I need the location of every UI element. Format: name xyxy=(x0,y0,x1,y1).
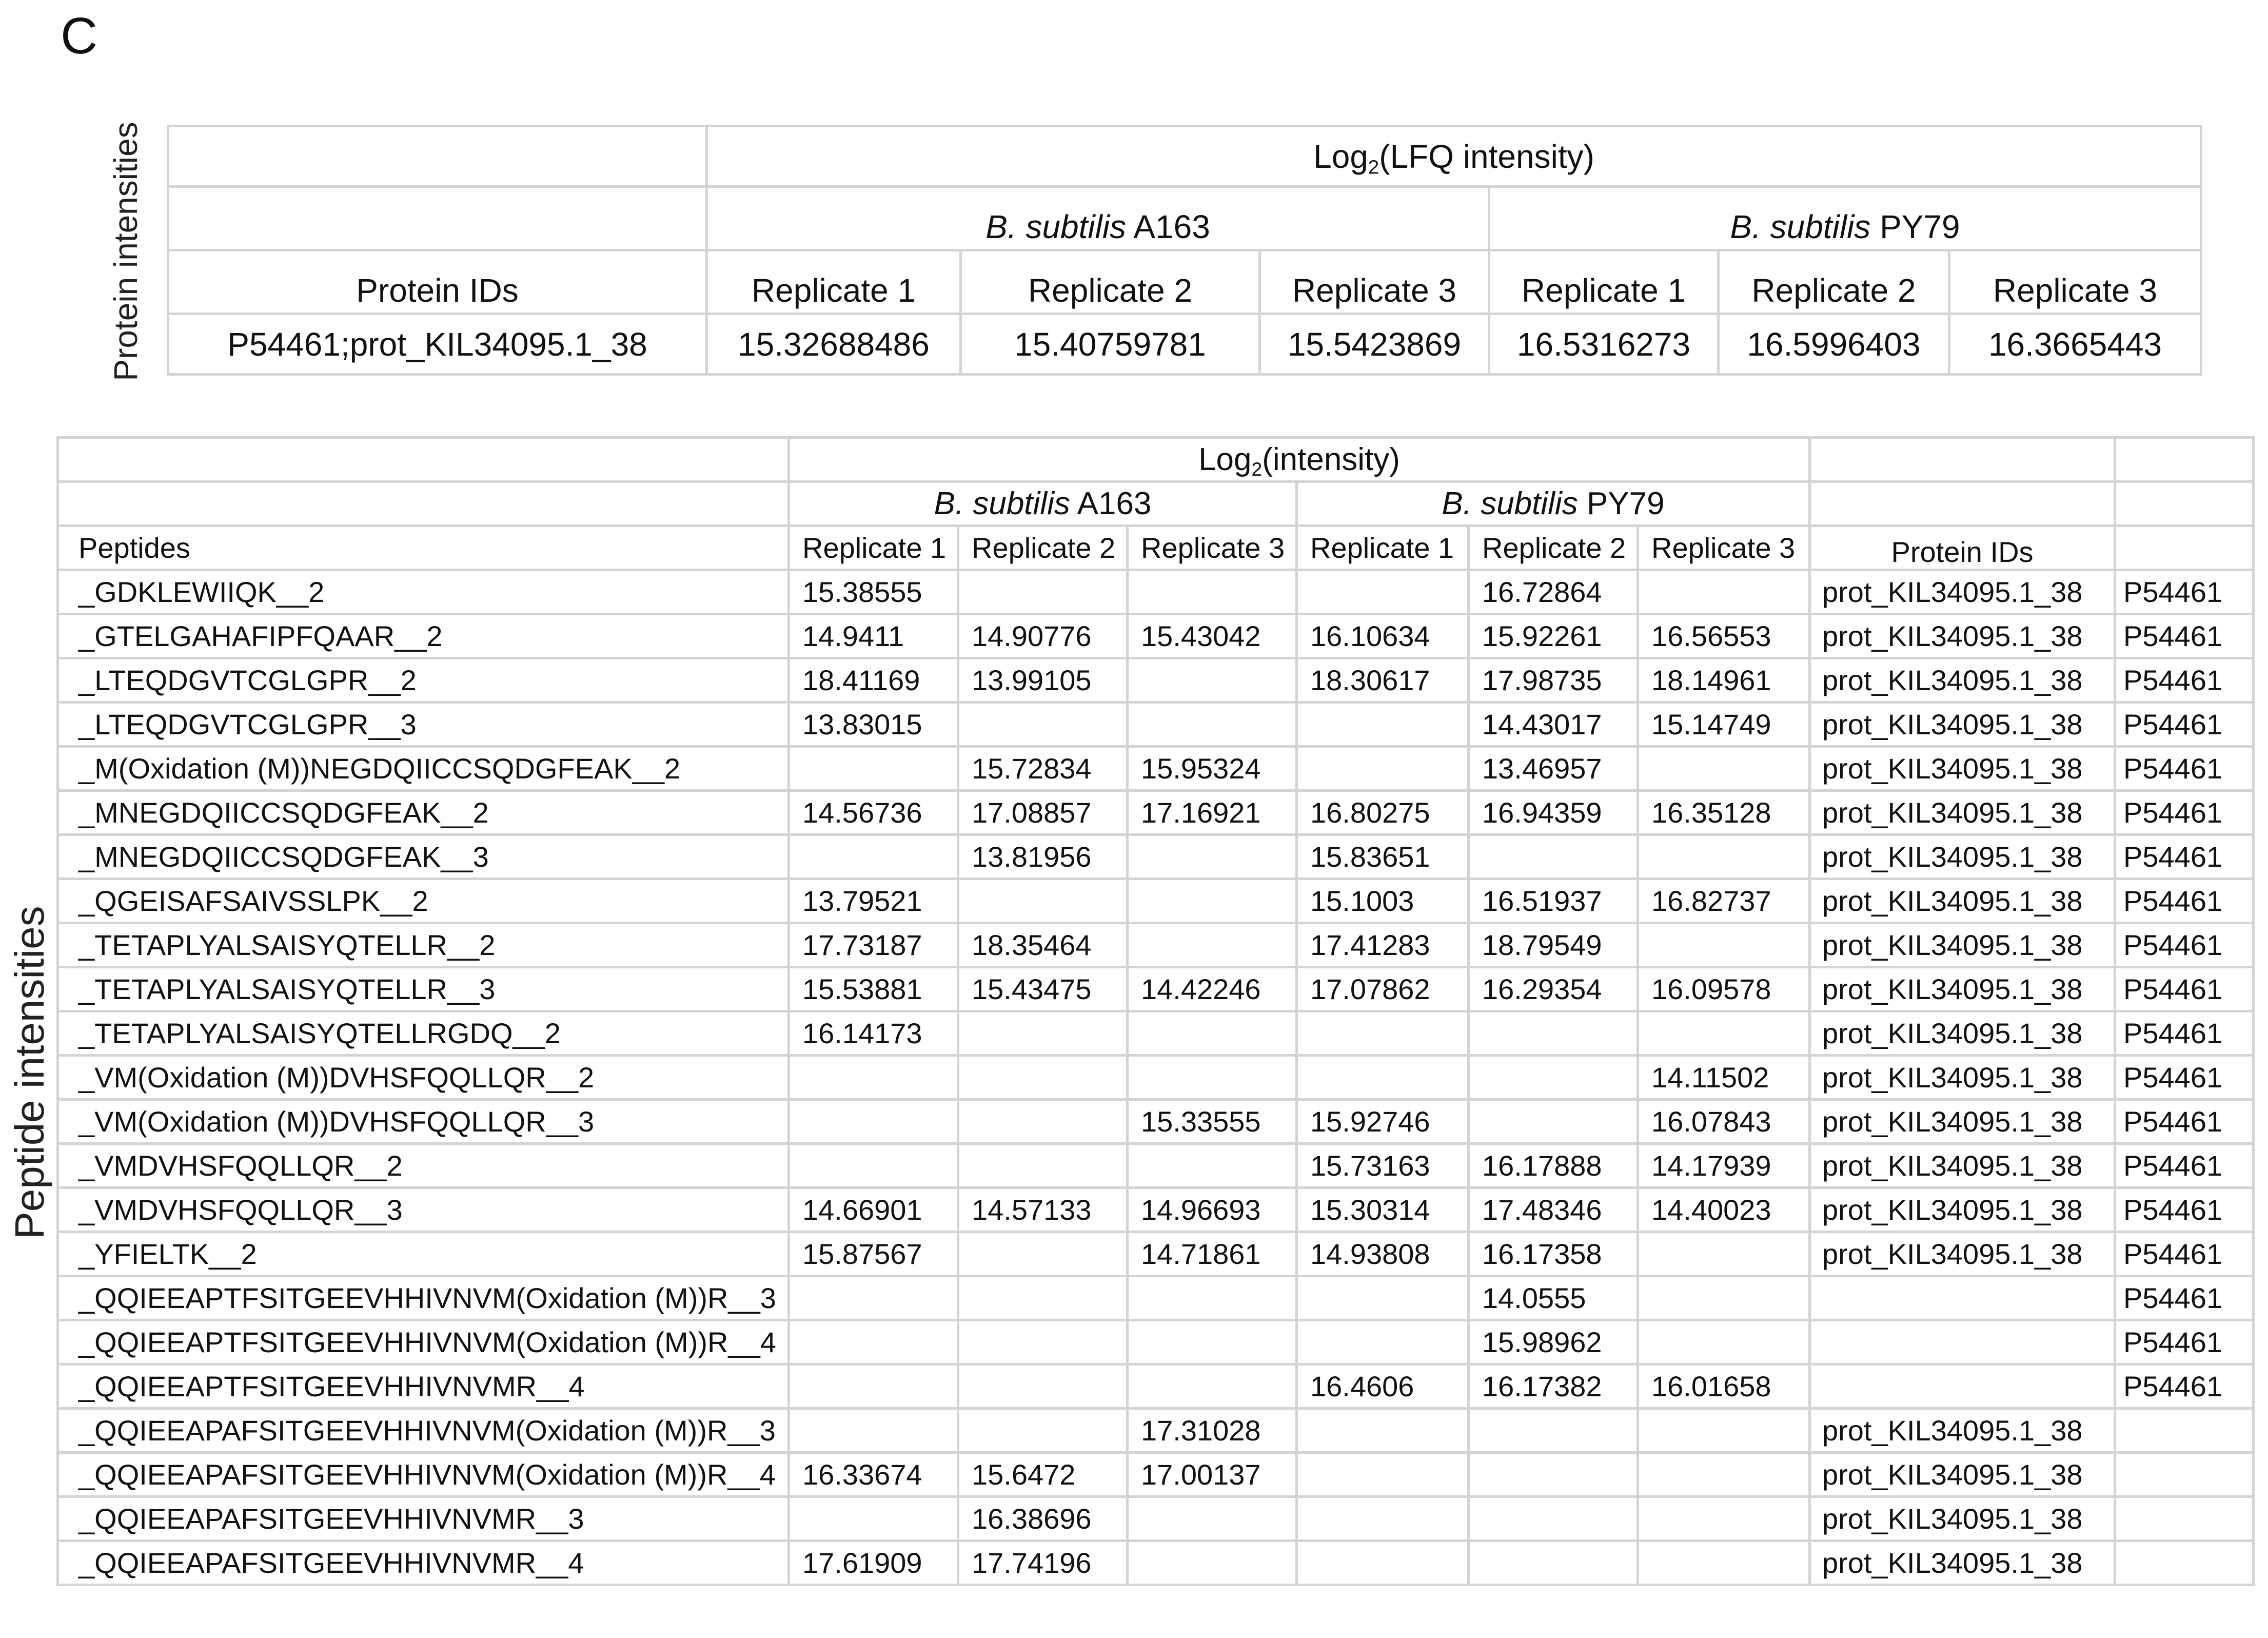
intensity-value xyxy=(958,1409,1128,1453)
replicate-header: Replicate 3 xyxy=(1638,526,1810,570)
intensity-value: 14.11502 xyxy=(1638,1056,1810,1100)
intensity-value: 17.98735 xyxy=(1469,658,1638,703)
intensity-value: 14.40023 xyxy=(1638,1188,1810,1232)
peptide-sequence: _QQIEEAPAFSITGEEVHHIVNVMR__3 xyxy=(58,1497,789,1541)
peptide-table-title: Log$_2$(intensity) xyxy=(789,438,1810,482)
protein-id-cell xyxy=(1810,1320,2115,1364)
protein-strain-row xyxy=(168,187,2201,250)
intensity-value xyxy=(1469,1497,1638,1541)
intensity-value: 16.01658 xyxy=(1638,1364,1810,1409)
intensity-value: 16.94359 xyxy=(1469,791,1638,835)
intensity-value: 15.83651 xyxy=(1297,835,1469,879)
accession-cell: P54461 xyxy=(2115,747,2254,791)
replicate-header: Replicate 1 xyxy=(707,250,961,314)
intensity-value xyxy=(958,1011,1128,1056)
intensity-value xyxy=(1638,1409,1810,1453)
intensity-value xyxy=(1297,570,1469,614)
intensity-value: 13.46957 xyxy=(1469,747,1638,791)
intensity-value: 14.93808 xyxy=(1297,1232,1469,1276)
accession-cell: P54461 xyxy=(2115,967,2254,1011)
intensity-value xyxy=(1128,1541,1297,1585)
protein-id-cell: prot_KIL34095.1_38 xyxy=(1810,835,2115,879)
intensity-value: 15.1003 xyxy=(1297,879,1469,923)
intensity-value xyxy=(1469,1056,1638,1100)
intensity-value xyxy=(958,879,1128,923)
replicate-header: Replicate 3 xyxy=(1128,526,1297,570)
peptide-sequence: _VMDVHSFQQLLQR__2 xyxy=(58,1144,789,1188)
intensity-value xyxy=(1297,1320,1469,1364)
peptide-row xyxy=(58,1144,2254,1188)
protein-id-cell: prot_KIL34095.1_38 xyxy=(1810,1497,2115,1541)
intensity-value xyxy=(1128,1364,1297,1409)
peptide-row xyxy=(58,1100,2254,1144)
accession-cell: P54461 xyxy=(2115,1364,2254,1409)
protein-id-cell: prot_KIL34095.1_38 xyxy=(1810,570,2115,614)
accession-cell: P54461 xyxy=(2115,1276,2254,1320)
protein-id-cell: P54461;prot_KIL34095.1_38 xyxy=(168,314,707,375)
intensity-value: 14.71861 xyxy=(1128,1232,1297,1276)
intensity-value xyxy=(1638,1541,1810,1585)
intensity-value xyxy=(1638,1011,1810,1056)
intensity-value: 14.96693 xyxy=(1128,1188,1297,1232)
peptide-section-label: Peptide intensities xyxy=(7,906,52,1239)
intensity-value xyxy=(1128,835,1297,879)
protein-id-cell: prot_KIL34095.1_38 xyxy=(1810,879,2115,923)
protein-id-cell: prot_KIL34095.1_38 xyxy=(1810,1409,2115,1453)
intensity-value xyxy=(1469,1541,1638,1585)
intensity-value: 18.41169 xyxy=(789,658,958,703)
intensity-value: 14.0555 xyxy=(1469,1276,1638,1320)
protein-id-cell: prot_KIL34095.1_38 xyxy=(1810,747,2115,791)
intensity-value: 15.98962 xyxy=(1469,1320,1638,1364)
protein-id-cell: prot_KIL34095.1_38 xyxy=(1810,923,2115,967)
intensity-value xyxy=(1128,1497,1297,1541)
peptide-row xyxy=(58,1056,2254,1100)
intensity-value: 13.79521 xyxy=(789,879,958,923)
intensity-value: 15.92746 xyxy=(1297,1100,1469,1144)
intensity-value xyxy=(1469,1453,1638,1497)
peptide-row xyxy=(58,1409,2254,1453)
intensity-value xyxy=(1297,1011,1469,1056)
intensity-value xyxy=(1469,835,1638,879)
protein-section-label: Protein intensities xyxy=(107,122,144,381)
intensity-value: 15.53881 xyxy=(789,967,958,1011)
protein-id-cell: prot_KIL34095.1_38 xyxy=(1810,703,2115,747)
lfq-value: 16.5996403 xyxy=(1719,314,1949,375)
protein-id-cell: prot_KIL34095.1_38 xyxy=(1810,1144,2115,1188)
intensity-value xyxy=(1469,1409,1638,1453)
intensity-value xyxy=(958,1232,1128,1276)
peptide-row xyxy=(58,879,2254,923)
accession-cell: P54461 xyxy=(2115,1320,2254,1364)
accession-cell: P54461 xyxy=(2115,1056,2254,1100)
intensity-value xyxy=(1297,1541,1469,1585)
intensity-value: 17.74196 xyxy=(958,1541,1128,1585)
protein-ids-header: Protein IDs xyxy=(168,250,707,314)
intensity-value: 15.72834 xyxy=(958,747,1128,791)
intensity-value xyxy=(958,1276,1128,1320)
accession-cell: P54461 xyxy=(2115,1144,2254,1188)
intensity-value xyxy=(1638,1276,1810,1320)
intensity-value xyxy=(789,1409,958,1453)
intensity-value xyxy=(1128,658,1297,703)
intensity-value xyxy=(1128,1276,1297,1320)
intensity-value: 17.00137 xyxy=(1128,1453,1297,1497)
peptide-sequence: _VMDVHSFQQLLQR__3 xyxy=(58,1188,789,1232)
intensity-value xyxy=(789,1144,958,1188)
protein-id-cell: prot_KIL34095.1_38 xyxy=(1810,1011,2115,1056)
intensity-value xyxy=(958,1056,1128,1100)
replicate-header: Replicate 1 xyxy=(1489,250,1719,314)
peptide-sequence: _LTEQDGVTCGLGPR__3 xyxy=(58,703,789,747)
intensity-value: 14.90776 xyxy=(958,614,1128,658)
intensity-value: 18.30617 xyxy=(1297,658,1469,703)
intensity-value xyxy=(1638,747,1810,791)
peptide-row xyxy=(58,703,2254,747)
intensity-value xyxy=(1128,879,1297,923)
protein-id-cell: prot_KIL34095.1_38 xyxy=(1810,791,2115,835)
protein-id-cell: prot_KIL34095.1_38 xyxy=(1810,1453,2115,1497)
intensity-value xyxy=(789,1100,958,1144)
protein-id-cell: prot_KIL34095.1_38 xyxy=(1810,1188,2115,1232)
peptide-row xyxy=(58,570,2254,614)
protein-intensity-table xyxy=(167,125,2202,376)
intensity-value xyxy=(958,1144,1128,1188)
intensity-value xyxy=(1638,1232,1810,1276)
peptide-row xyxy=(58,1497,2254,1541)
peptide-strain-row xyxy=(58,482,2254,526)
peptide-row xyxy=(58,1541,2254,1585)
intensity-value xyxy=(1297,747,1469,791)
intensity-value: 16.51937 xyxy=(1469,879,1638,923)
accession-cell xyxy=(2115,1541,2254,1585)
intensity-value: 16.17888 xyxy=(1469,1144,1638,1188)
peptide-sequence: _QGEISAFSAIVSSLPK__2 xyxy=(58,879,789,923)
intensity-value xyxy=(1128,1320,1297,1364)
peptide-sequence: _M(Oxidation (M))NEGDQIICCSQDGFEAK__2 xyxy=(58,747,789,791)
intensity-value xyxy=(1638,1320,1810,1364)
lfq-value: 16.5316273 xyxy=(1489,314,1719,375)
intensity-value: 15.14749 xyxy=(1638,703,1810,747)
intensity-value: 16.17358 xyxy=(1469,1232,1638,1276)
intensity-value xyxy=(958,1100,1128,1144)
intensity-value xyxy=(1128,703,1297,747)
accession-cell: P54461 xyxy=(2115,703,2254,747)
protein-id-cell: prot_KIL34095.1_38 xyxy=(1810,658,2115,703)
accession-cell xyxy=(2115,1453,2254,1497)
intensity-value xyxy=(1638,923,1810,967)
intensity-value: 13.83015 xyxy=(789,703,958,747)
replicate-header: Replicate 2 xyxy=(1719,250,1949,314)
intensity-value xyxy=(1297,1056,1469,1100)
accession-cell xyxy=(2115,1409,2254,1453)
intensity-value xyxy=(789,1056,958,1100)
peptide-sequence: _YFIELTK__2 xyxy=(58,1232,789,1276)
peptide-sequence: _QQIEEAPAFSITGEEVHHIVNVMR__4 xyxy=(58,1541,789,1585)
peptide-row xyxy=(58,614,2254,658)
intensity-value: 15.73163 xyxy=(1297,1144,1469,1188)
lfq-value: 16.3665443 xyxy=(1949,314,2201,375)
intensity-value xyxy=(789,1320,958,1364)
intensity-value: 16.29354 xyxy=(1469,967,1638,1011)
lfq-value: 15.5423869 xyxy=(1260,314,1489,375)
accession-cell: P54461 xyxy=(2115,1011,2254,1056)
intensity-value xyxy=(1469,1100,1638,1144)
intensity-value: 17.08857 xyxy=(958,791,1128,835)
intensity-value: 15.30314 xyxy=(1297,1188,1469,1232)
peptide-sequence: _QQIEEAPTFSITGEEVHHIVNVM(Oxidation (M))R__4 xyxy=(58,1320,789,1364)
peptide-sequence: _MNEGDQIICCSQDGFEAK__2 xyxy=(58,791,789,835)
intensity-value: 16.82737 xyxy=(1638,879,1810,923)
intensity-value: 14.57133 xyxy=(958,1188,1128,1232)
protein-id-cell xyxy=(1810,1364,2115,1409)
intensity-value: 14.17939 xyxy=(1638,1144,1810,1188)
accession-cell: P54461 xyxy=(2115,1100,2254,1144)
peptide-sequence: _TETAPLYALSAISYQTELLRGDQ__2 xyxy=(58,1011,789,1056)
intensity-value: 18.35464 xyxy=(958,923,1128,967)
peptide-row xyxy=(58,1453,2254,1497)
intensity-value xyxy=(1638,835,1810,879)
peptide-row xyxy=(58,967,2254,1011)
protein-corner-cell xyxy=(168,126,707,187)
peptide-strain-a163: B. subtilis A163 xyxy=(789,482,1297,526)
peptide-sequence: _QQIEEAPTFSITGEEVHHIVNVMR__4 xyxy=(58,1364,789,1409)
replicate-header: Replicate 2 xyxy=(1469,526,1638,570)
intensity-value xyxy=(1128,1011,1297,1056)
intensity-value: 15.95324 xyxy=(1128,747,1297,791)
accession-cell: P54461 xyxy=(2115,570,2254,614)
intensity-value: 13.81956 xyxy=(958,835,1128,879)
protein-id-cell: prot_KIL34095.1_38 xyxy=(1810,1541,2115,1585)
protein-id-cell: prot_KIL34095.1_38 xyxy=(1810,1232,2115,1276)
replicate-header: Replicate 1 xyxy=(1297,526,1469,570)
intensity-value: 16.09578 xyxy=(1638,967,1810,1011)
intensity-value xyxy=(1297,1276,1469,1320)
protein-id-cell: prot_KIL34095.1_38 xyxy=(1810,1100,2115,1144)
peptide-sequence: _MNEGDQIICCSQDGFEAK__3 xyxy=(58,835,789,879)
peptide-blank-cell xyxy=(1810,482,2115,526)
replicate-header: Replicate 3 xyxy=(1260,250,1489,314)
protein-title-row xyxy=(168,126,2201,187)
protein-id-cell: prot_KIL34095.1_38 xyxy=(1810,614,2115,658)
peptide-protein-ids-header: Protein IDs xyxy=(1810,526,2115,570)
peptide-sequence: _TETAPLYALSAISYQTELLR__3 xyxy=(58,967,789,1011)
intensity-value xyxy=(1128,1144,1297,1188)
intensity-value xyxy=(958,570,1128,614)
intensity-value xyxy=(958,1364,1128,1409)
intensity-value xyxy=(1297,703,1469,747)
intensity-value: 17.07862 xyxy=(1297,967,1469,1011)
peptide-strain-py79: B. subtilis PY79 xyxy=(1297,482,1810,526)
intensity-value: 17.48346 xyxy=(1469,1188,1638,1232)
protein-id-cell xyxy=(1810,1276,2115,1320)
lfq-value: 15.40759781 xyxy=(961,314,1260,375)
intensity-value xyxy=(789,747,958,791)
panel-letter: C xyxy=(61,7,98,65)
peptide-row xyxy=(58,791,2254,835)
peptide-sequence: _TETAPLYALSAISYQTELLR__2 xyxy=(58,923,789,967)
peptide-row xyxy=(58,747,2254,791)
peptide-row xyxy=(58,1320,2254,1364)
intensity-value xyxy=(1638,570,1810,614)
peptide-title-row xyxy=(58,438,2254,482)
intensity-value xyxy=(1638,1453,1810,1497)
protein-blank-cell xyxy=(168,187,707,250)
intensity-value xyxy=(1297,1453,1469,1497)
intensity-value xyxy=(789,1364,958,1409)
peptide-row xyxy=(58,658,2254,703)
intensity-value xyxy=(1638,1497,1810,1541)
accession-cell xyxy=(2115,1497,2254,1541)
protein-header-row xyxy=(168,250,2201,314)
intensity-value: 15.92261 xyxy=(1469,614,1638,658)
intensity-value xyxy=(1469,1011,1638,1056)
peptide-row xyxy=(58,1188,2254,1232)
accession-cell: P54461 xyxy=(2115,1232,2254,1276)
intensity-value: 16.14173 xyxy=(789,1011,958,1056)
peptide-sequence: _VM(Oxidation (M))DVHSFQQLLQR__3 xyxy=(58,1100,789,1144)
protein-table-title: Log$_2$(LFQ intensity) xyxy=(707,126,2201,187)
intensity-value: 16.4606 xyxy=(1297,1364,1469,1409)
peptide-sequence: _GTELGAHAFIPFQAAR__2 xyxy=(58,614,789,658)
intensity-value: 14.9411 xyxy=(789,614,958,658)
peptide-sequence: _QQIEEAPAFSITGEEVHHIVNVM(Oxidation (M))R__4 xyxy=(58,1453,789,1497)
peptide-blank-cell xyxy=(1810,438,2115,482)
peptide-sequence: _GDKLEWIIQK__2 xyxy=(58,570,789,614)
protein-data-row xyxy=(168,314,2201,375)
accession-cell: P54461 xyxy=(2115,923,2254,967)
intensity-value xyxy=(789,835,958,879)
protein-id-cell: prot_KIL34095.1_38 xyxy=(1810,967,2115,1011)
peptide-row xyxy=(58,923,2254,967)
intensity-value: 17.41283 xyxy=(1297,923,1469,967)
intensity-value: 15.38555 xyxy=(789,570,958,614)
intensity-value: 16.33674 xyxy=(789,1453,958,1497)
intensity-value: 14.42246 xyxy=(1128,967,1297,1011)
peptide-corner-cell xyxy=(58,438,789,482)
protein-id-cell: prot_KIL34095.1_38 xyxy=(1810,1056,2115,1100)
intensity-value: 18.14961 xyxy=(1638,658,1810,703)
intensity-value: 16.35128 xyxy=(1638,791,1810,835)
peptide-row xyxy=(58,1232,2254,1276)
replicate-header: Replicate 2 xyxy=(958,526,1128,570)
peptide-intensity-table xyxy=(56,436,2255,1586)
intensity-value xyxy=(958,1320,1128,1364)
intensity-value: 17.61909 xyxy=(789,1541,958,1585)
intensity-value xyxy=(958,703,1128,747)
intensity-value: 15.43475 xyxy=(958,967,1128,1011)
intensity-value: 17.31028 xyxy=(1128,1409,1297,1453)
peptide-row xyxy=(58,1011,2254,1056)
peptide-sequence: _VM(Oxidation (M))DVHSFQQLLQR__2 xyxy=(58,1056,789,1100)
intensity-value: 14.56736 xyxy=(789,791,958,835)
peptides-header: Peptides xyxy=(58,526,789,570)
intensity-value: 16.56553 xyxy=(1638,614,1810,658)
protein-strain-a163: B. subtilis A163 xyxy=(707,187,1489,250)
peptide-sequence: _QQIEEAPAFSITGEEVHHIVNVM(Oxidation (M))R__3 xyxy=(58,1409,789,1453)
intensity-value: 18.79549 xyxy=(1469,923,1638,967)
intensity-value: 16.07843 xyxy=(1638,1100,1810,1144)
intensity-value: 16.10634 xyxy=(1297,614,1469,658)
intensity-value xyxy=(789,1276,958,1320)
lfq-value: 15.32688486 xyxy=(707,314,961,375)
intensity-value: 15.6472 xyxy=(958,1453,1128,1497)
accession-cell: P54461 xyxy=(2115,1188,2254,1232)
intensity-value: 15.33555 xyxy=(1128,1100,1297,1144)
replicate-header: Replicate 1 xyxy=(789,526,958,570)
intensity-value xyxy=(1297,1497,1469,1541)
accession-cell: P54461 xyxy=(2115,614,2254,658)
intensity-value: 14.66901 xyxy=(789,1188,958,1232)
protein-strain-py79: B. subtilis PY79 xyxy=(1489,187,2201,250)
intensity-value: 16.72864 xyxy=(1469,570,1638,614)
intensity-value xyxy=(1297,1409,1469,1453)
replicate-header: Replicate 3 xyxy=(1949,250,2201,314)
intensity-value: 16.38696 xyxy=(958,1497,1128,1541)
intensity-value: 17.16921 xyxy=(1128,791,1297,835)
peptide-row xyxy=(58,1364,2254,1409)
intensity-value: 16.80275 xyxy=(1297,791,1469,835)
peptide-row xyxy=(58,835,2254,879)
replicate-header: Replicate 2 xyxy=(961,250,1260,314)
intensity-value: 16.17382 xyxy=(1469,1364,1638,1409)
peptide-blank-cell xyxy=(2115,438,2254,482)
intensity-value xyxy=(789,1497,958,1541)
intensity-value xyxy=(1128,1056,1297,1100)
accession-cell: P54461 xyxy=(2115,835,2254,879)
intensity-value xyxy=(1128,923,1297,967)
peptide-blank-cell xyxy=(2115,482,2254,526)
intensity-value: 14.43017 xyxy=(1469,703,1638,747)
peptide-blank-cell xyxy=(58,482,789,526)
peptide-row xyxy=(58,1276,2254,1320)
peptide-sequence: _LTEQDGVTCGLGPR__2 xyxy=(58,658,789,703)
intensity-value: 15.43042 xyxy=(1128,614,1297,658)
accession-cell: P54461 xyxy=(2115,879,2254,923)
intensity-value: 17.73187 xyxy=(789,923,958,967)
peptide-blank-cell xyxy=(2115,526,2254,570)
intensity-value xyxy=(1128,570,1297,614)
peptide-header-row xyxy=(58,526,2254,570)
accession-cell: P54461 xyxy=(2115,658,2254,703)
intensity-value: 15.87567 xyxy=(789,1232,958,1276)
accession-cell: P54461 xyxy=(2115,791,2254,835)
peptide-sequence: _QQIEEAPTFSITGEEVHHIVNVM(Oxidation (M))R__3 xyxy=(58,1276,789,1320)
intensity-value: 13.99105 xyxy=(958,658,1128,703)
